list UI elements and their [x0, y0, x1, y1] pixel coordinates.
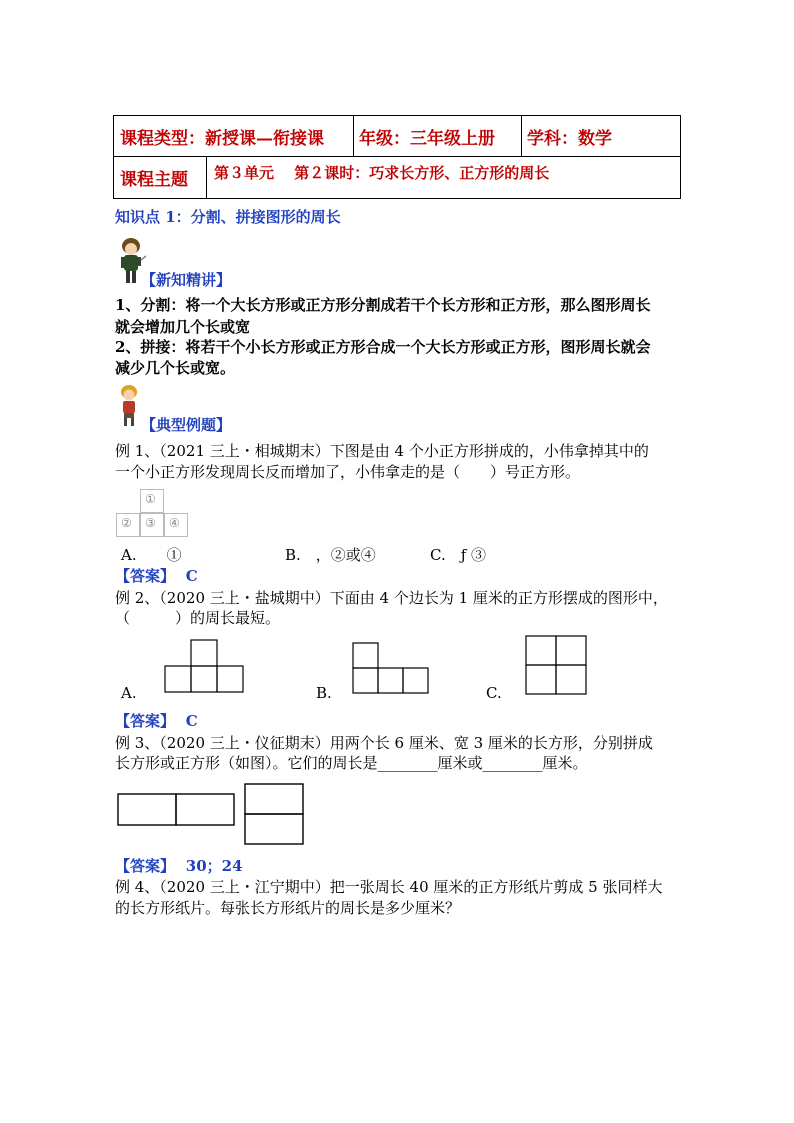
ex2-label-a: A.: [121, 684, 137, 702]
ex1-line2: 一个小正方形发现周长反而增加了，小伟拿走的是（ ）号正方形。: [115, 463, 581, 481]
ex3-answer-tag: 【答案】: [115, 857, 176, 875]
ex1-option-a: A. ①: [121, 546, 182, 564]
ex1-line1: 例 1、（2021 三上・相城期末）下图是由 4 个小正方形拼成的，小伟拿掉其中的: [115, 442, 649, 460]
ex4-line1: 例 4、（2020 三上・江宁期中）把一张周长 40 厘米的正方形纸片剪成 5 张同样大: [115, 878, 663, 896]
ex3-answer: 30；24: [185, 857, 243, 875]
new-knowledge-p1-line1: 1、分割：将一个大长方形或正方形分割成若干个长方形和正方形，那么图形周长: [115, 296, 651, 314]
ex1-option-c: C. ƒ ③: [430, 546, 487, 564]
course-type-cell: [113, 115, 354, 157]
topic-label-cell: [113, 156, 207, 199]
square-3-label: ③: [145, 516, 156, 530]
ex2-line1: 例 2、（2020 三上・盐城期中）下面由 4 个边长为 1 厘米的正方形摆成的图形中，: [115, 589, 668, 607]
new-knowledge-p2-line1: 2、拼接：将若干个小长方形或正方形合成一个大长方形或正方形，图形周长就会: [115, 338, 651, 356]
subject-cell: [521, 115, 681, 157]
square-1-label: ①: [145, 492, 156, 506]
subject: 学科：数学: [527, 128, 612, 149]
knowledge-point-title: 知识点 1：分割、拼接图形的周长: [115, 208, 341, 226]
ex2-answer: C: [185, 712, 198, 730]
ex2-figure-a: [163, 639, 245, 693]
ex1-option-b: B. ，②或④: [285, 546, 376, 564]
topic-value-cell: [206, 156, 681, 199]
ex2-figure-c: [525, 635, 587, 695]
new-knowledge-tag: 【新知精讲】: [141, 271, 232, 289]
course-info-table: [113, 115, 681, 199]
ex3-line2: 长方形或正方形（如图）。它们的周长是________厘米或________厘米。: [115, 754, 588, 772]
topic-label: 课程主题: [120, 169, 188, 190]
ex1-squares-figure: [116, 489, 188, 537]
grade: 年级：三年级上册: [359, 128, 495, 149]
square-4-label: ④: [169, 516, 180, 530]
grade-cell: [353, 115, 522, 157]
ex4-line2: 的长方形纸片。每张长方形纸片的周长是多少厘米？: [115, 899, 461, 917]
new-knowledge-p1-line2: 就会增加几个长或宽: [115, 318, 251, 336]
ex3-line1: 例 3、（2020 三上・仪征期末）用两个长 6 厘米、宽 3 厘米的长方形，分别拼成: [115, 734, 653, 752]
ex1-answer: C: [185, 567, 198, 585]
ex2-answer-tag: 【答案】: [115, 712, 176, 730]
ex3-figure-square: [244, 783, 304, 845]
ex3-figure-long-rect: [117, 793, 235, 826]
ex2-label-c: C.: [486, 684, 502, 702]
examples-tag: 【典型例题】: [141, 416, 232, 434]
course-type: 课程类型：新授课—衔接课: [120, 128, 324, 149]
ex2-line2: （ ）的周长最短。: [115, 609, 281, 627]
square-2-label: ②: [121, 516, 132, 530]
new-knowledge-p2-line2: 减少几个长或宽。: [115, 359, 236, 377]
topic-value: 第３单元 第２课时：巧求长方形、正方形的周长: [214, 164, 550, 182]
ex2-label-b: B.: [316, 684, 332, 702]
ex1-answer-tag: 【答案】: [115, 567, 176, 585]
ex2-figure-b: [351, 642, 431, 694]
